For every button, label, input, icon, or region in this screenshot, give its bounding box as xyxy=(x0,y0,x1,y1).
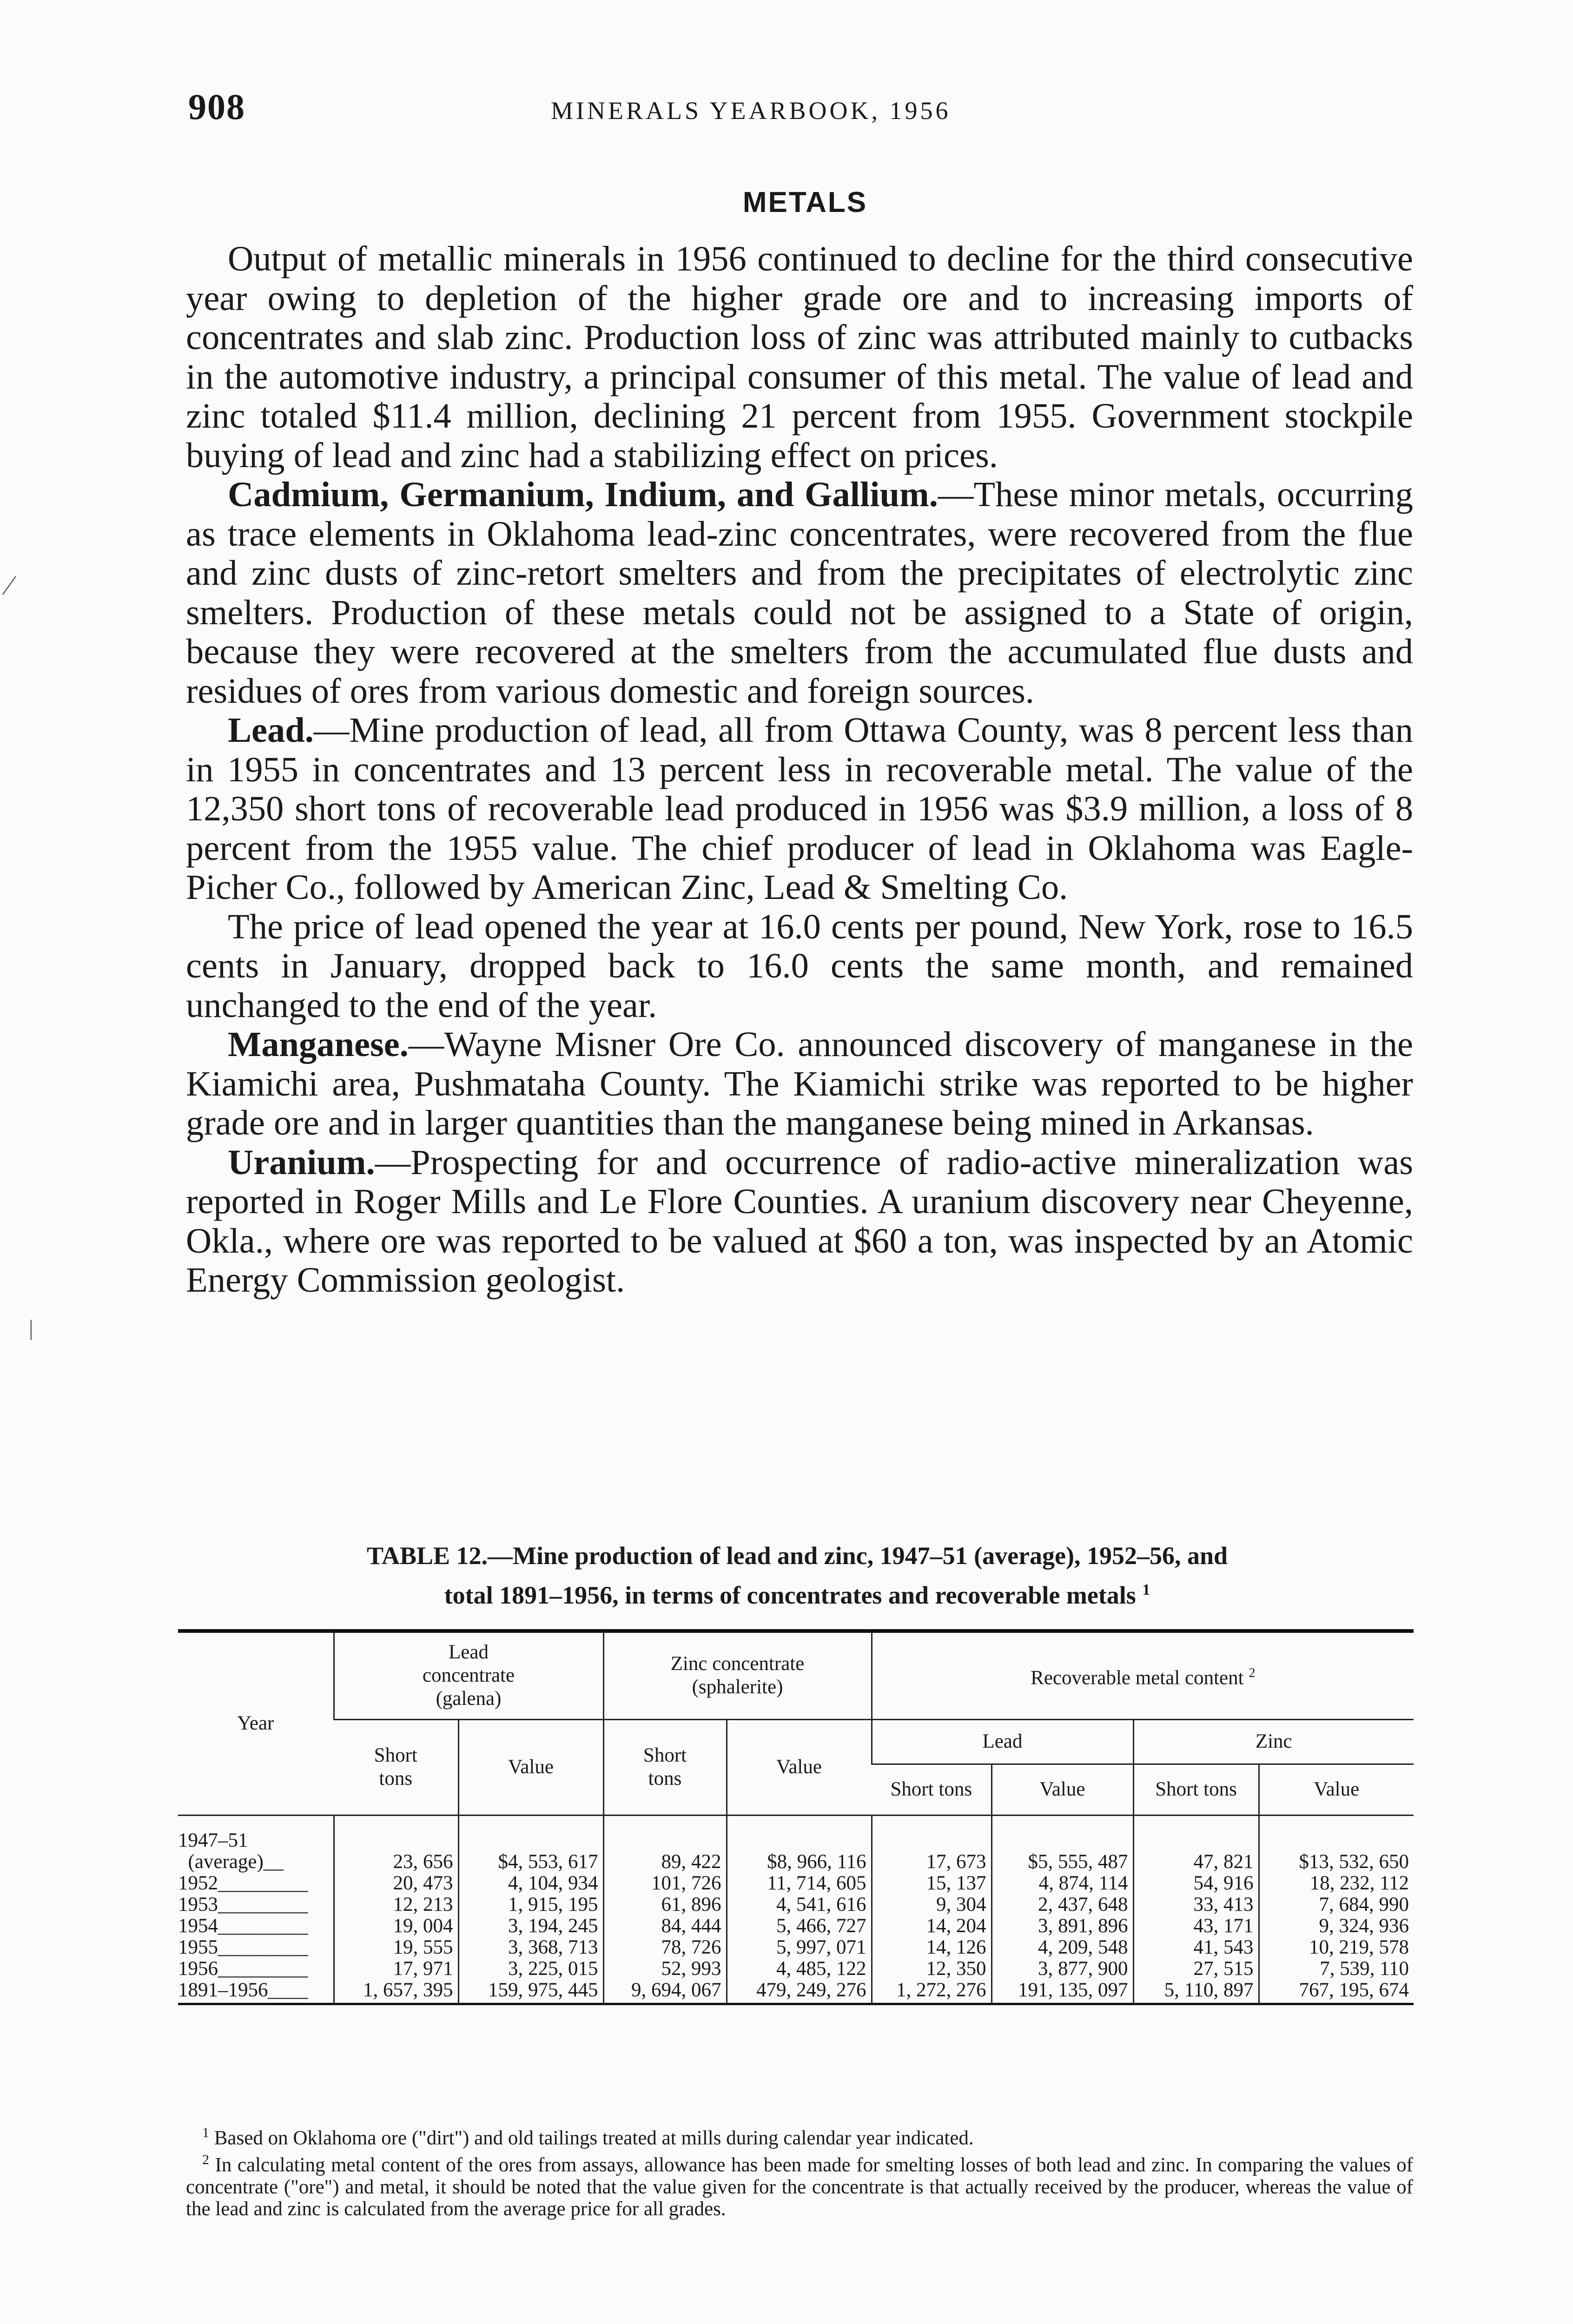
cell-lead-metal-value: 3, 877, 900 xyxy=(991,1958,1133,1980)
page-header xyxy=(188,86,1415,137)
cell-lead-metal-tons: 12, 350 xyxy=(872,1958,991,1980)
section-title: METALS xyxy=(742,186,868,218)
cell-lead-conc-tons: 23, 656 xyxy=(334,1851,458,1873)
row-year: 1953_________ xyxy=(178,1893,308,1915)
table-row xyxy=(178,1873,1414,1894)
paragraph-uranium: Uranium.—Prospecting for and occurrence of radio-active mineralization was reported in Roger Mills and Le Flore Counties. A uranium discovery near Cheyenne, Okla., where ore was reported to be valued at $60 a ton, was inspected by an Atomic Energy Commission geologist. xyxy=(186,1142,1413,1300)
page-number: 908 xyxy=(188,86,245,127)
cell-lead-conc-value: $4, 553, 617 xyxy=(458,1851,603,1873)
cell-lead-metal-tons: 14, 204 xyxy=(872,1915,991,1937)
cell-lead-metal-value: 4, 209, 548 xyxy=(991,1937,1133,1958)
row-year: (average)__ xyxy=(178,1850,284,1873)
table-row xyxy=(178,1958,1414,1980)
cell-zinc-metal-tons: 33, 413 xyxy=(1133,1894,1259,1915)
cell-zinc-metal-tons: 43, 171 xyxy=(1133,1915,1259,1937)
cell-zinc-metal-value: $13, 532, 650 xyxy=(1259,1851,1414,1873)
margin-mark: ⁄ xyxy=(7,570,12,601)
cell-lead-metal-tons: 14, 126 xyxy=(872,1937,991,1958)
row-year: 1891–1956____ xyxy=(178,1980,334,2004)
margin-mark: | xyxy=(29,1316,33,1340)
header-zinc-concentrate: Zinc concentrate (sphalerite) xyxy=(603,1631,872,1719)
cell-zinc-metal-tons: 27, 515 xyxy=(1133,1958,1259,1980)
cell-lead-conc-tons: 12, 213 xyxy=(334,1894,458,1915)
cell-lead-conc-tons: 19, 555 xyxy=(334,1937,458,1958)
paragraph-lead-price: The price of lead opened the year at 16.0 cents per pound, New York, rose to 16.5 cents in January, dropped back to 16.0 cents the same month, and remained unchanged to the end of the year. xyxy=(186,906,1413,1025)
cell-zinc-metal-tons: 54, 916 xyxy=(1133,1873,1259,1894)
table-caption-line: TABLE 12.—Mine production of lead and zinc, 1947–51 (average), 1952–56, and xyxy=(366,1542,1228,1570)
cell-zinc-metal-value: 7, 684, 990 xyxy=(1259,1894,1414,1915)
header-zinc-metal: Zinc xyxy=(1133,1719,1414,1764)
cell-lead-conc-value: 1, 915, 195 xyxy=(458,1894,603,1915)
table-caption-line: total 1891–1956, in terms of concentrates and recoverable metals $^1$ xyxy=(444,1581,1150,1609)
cell-lead-conc-value: 3, 194, 245 xyxy=(458,1915,603,1937)
header-zinc-metal-short-tons: Short tons xyxy=(1133,1764,1259,1815)
cell-lead-metal-tons: 15, 137 xyxy=(872,1873,991,1894)
row-year: 1956_________ xyxy=(178,1957,308,1980)
cell-lead-conc-tons: 17, 971 xyxy=(334,1958,458,1980)
cell-zinc-conc-tons: 89, 422 xyxy=(603,1851,727,1873)
cell-zinc-conc-value: 479, 249, 276 xyxy=(727,1980,872,2004)
header-recoverable-metal: Recoverable metal content $^2$ xyxy=(872,1631,1414,1719)
paragraph-heading: Cadmium, Germanium, Indium, and Gallium. xyxy=(228,475,938,514)
paragraph-metals-intro: Output of metallic minerals in 1956 continued to decline for the third consecutive year owing to depletion of the higher grade ore and to increasing imports of concentrates and slab zinc. Production loss of zinc was attributed mainly to cutbacks in the automotive industry, a principal consumer of this metal. The value of lead and zinc totaled $11.4 million, declining 21 percent from 1955. Government stockpile buying of lead and zinc had a stabilizing effect on prices. xyxy=(186,239,1413,475)
footnote: $^2$ In calculating metal content of the ores from assays, allowance has been made for smelting losses of both lead and zinc. In comparing the values of concentrate ("ore") and metal, it should be noted that the value given for the concentrate is that actually received by the producer, whereas the value of the lead and zinc is calculated from the average price for all grades. xyxy=(186,2152,1413,2220)
paragraph-manganese: Manganese.—Wayne Misner Ore Co. announced discovery of manganese in the Kiamichi area, Pushmataha County. The Kiamichi strike was reported to be higher grade ore and in larger quantities than the manganese being mined in Arkansas. xyxy=(186,1024,1413,1142)
header-zinc-conc-value: Value xyxy=(727,1719,872,1815)
running-head: MINERALS YEARBOOK, 1956 xyxy=(551,97,951,125)
footnote: $^1$ Based on Oklahoma ore ("dirt") and old tailings treated at mills during calendar year indicated. xyxy=(202,2125,974,2149)
cell-zinc-conc-tons: 78, 726 xyxy=(603,1937,727,1958)
cell-lead-metal-tons: 9, 304 xyxy=(872,1894,991,1915)
table-row xyxy=(178,1937,1414,1958)
cell-lead-metal-tons: 1, 272, 276 xyxy=(872,1980,991,2004)
cell-lead-conc-value: 3, 368, 713 xyxy=(458,1937,603,1958)
table-row xyxy=(178,1915,1414,1937)
cell-zinc-metal-value: 767, 195, 674 xyxy=(1259,1980,1414,2004)
cell-lead-conc-tons: 1, 657, 395 xyxy=(334,1980,458,2004)
cell-lead-conc-tons: 20, 473 xyxy=(334,1873,458,1894)
header-lead-conc-value: Value xyxy=(458,1719,603,1815)
table-row xyxy=(178,1851,1414,1873)
footnote-ref: 1 xyxy=(1142,1581,1150,1598)
table-row xyxy=(178,1894,1414,1915)
header-zinc-conc-short-tons: Short tons xyxy=(603,1719,727,1815)
cell-zinc-conc-value: 11, 714, 605 xyxy=(727,1873,872,1894)
header-lead-metal-value: Value xyxy=(991,1764,1133,1815)
header-year: Year xyxy=(178,1631,334,1815)
cell-lead-metal-value: $5, 555, 487 xyxy=(991,1851,1133,1873)
cell-zinc-metal-value: 7, 539, 110 xyxy=(1259,1958,1414,1980)
cell-lead-metal-value: 191, 135, 097 xyxy=(991,1980,1133,2004)
cell-lead-metal-tons: 17, 673 xyxy=(872,1851,991,1873)
production-table-wrap xyxy=(178,1629,1414,2005)
table-caption xyxy=(184,1538,1411,1612)
production-table xyxy=(178,1629,1414,2005)
cell-lead-metal-value: 3, 891, 896 xyxy=(991,1915,1133,1937)
paragraph-cadmium: Cadmium, Germanium, Indium, and Gallium.—These minor metals, occurring as trace elements in Oklahoma lead-zinc concentrates, were recovered from the flue and zinc dusts of zinc-retort smelters and from the precipitates of electrolytic zinc smelters. Production of these metals could not be assigned to a State of origin, because they were recovered at the smelters from the accumulated flue dusts and residues of ores from various domestic and foreign sources. xyxy=(186,475,1413,711)
paragraph-heading: Lead. xyxy=(228,710,314,750)
table-row-total xyxy=(178,1980,1414,2004)
header-zinc-metal-value: Value xyxy=(1259,1764,1414,1815)
cell-zinc-metal-value: 18, 232, 112 xyxy=(1259,1873,1414,1894)
cell-zinc-conc-value: 5, 466, 727 xyxy=(727,1915,872,1937)
cell-zinc-conc-value: 5, 997, 071 xyxy=(727,1937,872,1958)
cell-zinc-conc-tons: 61, 896 xyxy=(603,1894,727,1915)
cell-zinc-conc-value: 4, 541, 616 xyxy=(727,1894,872,1915)
header-lead-metal: Lead xyxy=(872,1719,1133,1764)
body-text xyxy=(186,239,1413,1300)
cell-zinc-conc-value: 4, 485, 122 xyxy=(727,1958,872,1980)
paragraph-heading: Manganese. xyxy=(228,1024,409,1064)
header-lead-concentrate: Lead concentrate (galena) xyxy=(334,1631,603,1719)
header-lead-conc-short-tons: Short tons xyxy=(334,1719,458,1815)
cell-zinc-conc-tons: 84, 444 xyxy=(603,1915,727,1937)
cell-lead-metal-value: 4, 874, 114 xyxy=(991,1873,1133,1894)
row-year: 1947–51 xyxy=(178,1829,248,1851)
cell-lead-conc-value: 3, 225, 015 xyxy=(458,1958,603,1980)
footnotes xyxy=(186,2122,1413,2220)
paragraph-lead: Lead.—Mine production of lead, all from Ottawa County, was 8 percent less than in 1955 in concentrates and 13 percent less in recoverable metal. The value of the 12,350 short tons of recoverable lead produced in 1956 was $3.9 million, a loss of 8 percent from the 1955 value. The chief producer of lead in Oklahoma was Eagle-Picher Co., followed by American Zinc, Lead & Smelting Co. xyxy=(186,710,1413,907)
header-lead-metal-short-tons: Short tons xyxy=(872,1764,991,1815)
cell-lead-conc-tons: 19, 004 xyxy=(334,1915,458,1937)
cell-zinc-metal-tons: 5, 110, 897 xyxy=(1133,1980,1259,2004)
cell-zinc-metal-tons: 47, 821 xyxy=(1133,1851,1259,1873)
cell-zinc-conc-tons: 101, 726 xyxy=(603,1873,727,1894)
cell-lead-metal-value: 2, 437, 648 xyxy=(991,1894,1133,1915)
cell-zinc-conc-tons: 52, 993 xyxy=(603,1958,727,1980)
cell-lead-conc-value: 4, 104, 934 xyxy=(458,1873,603,1894)
cell-zinc-metal-value: 9, 324, 936 xyxy=(1259,1915,1414,1937)
row-year: 1952_________ xyxy=(178,1872,308,1894)
row-year: 1955_________ xyxy=(178,1936,308,1958)
cell-zinc-metal-tons: 41, 543 xyxy=(1133,1937,1259,1958)
paragraph-heading: Uranium. xyxy=(228,1142,375,1182)
cell-zinc-conc-value: $8, 966, 116 xyxy=(727,1851,872,1873)
cell-zinc-metal-value: 10, 219, 578 xyxy=(1259,1937,1414,1958)
table-row-label xyxy=(178,1830,1414,1851)
row-year: 1954_________ xyxy=(178,1915,308,1937)
cell-zinc-conc-tons: 9, 694, 067 xyxy=(603,1980,727,2004)
cell-lead-conc-value: 159, 975, 445 xyxy=(458,1980,603,2004)
